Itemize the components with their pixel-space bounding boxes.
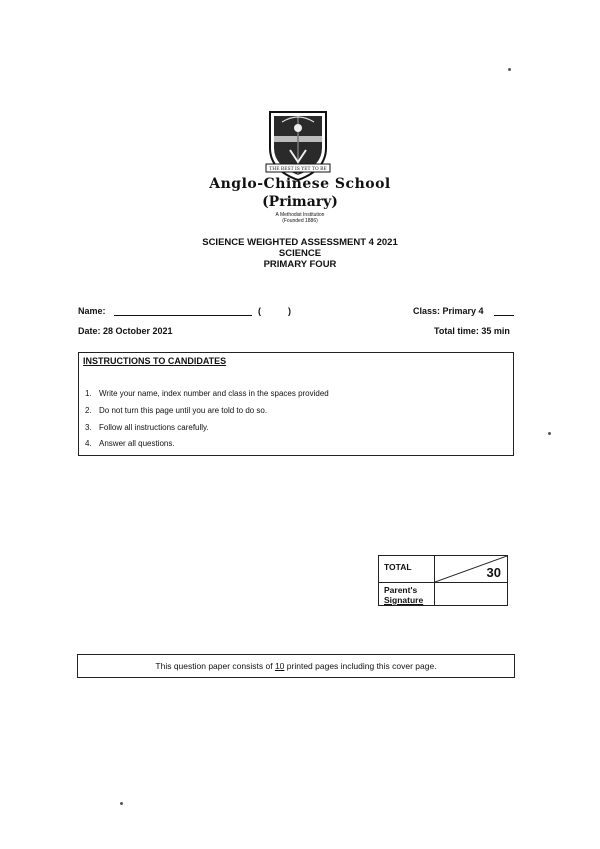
school-name: Anglo-Chinese School (209, 176, 391, 192)
parent-signature-label (379, 583, 435, 606)
assessment-title: SCIENCE WEIGHTED ASSESSMENT 4 2021 (202, 237, 398, 248)
instruction-text: Write your name, index number and class in the spaces provided (99, 389, 329, 398)
instruction-number: 4. (85, 439, 92, 448)
parent-label-line-1: Parent's (384, 585, 418, 595)
total-marks-value: 30 (486, 565, 501, 580)
institution-line-1: A Methodist Institution (275, 212, 325, 218)
institution-line-2: (Founded 1886) (282, 218, 318, 224)
total-label: TOTAL (379, 556, 435, 583)
instruction-item (85, 389, 329, 399)
parent-label-line-2: Signature (384, 595, 424, 605)
instruction-text: Do not turn this page until you are told to do so. (99, 406, 268, 415)
subject-title: SCIENCE (278, 248, 322, 259)
scan-speck (120, 802, 123, 805)
class-field[interactable] (494, 305, 514, 316)
page-count-number: 10 (274, 661, 285, 671)
instruction-text: Follow all instructions carefully. (99, 423, 209, 432)
date-label: Date: 28 October 2021 (78, 326, 173, 336)
index-open-paren: ( (258, 306, 261, 316)
instruction-number: 3. (85, 423, 92, 432)
scan-speck (508, 68, 511, 71)
parent-signature-field[interactable] (435, 583, 508, 606)
index-number-field[interactable] (263, 305, 286, 315)
page-count-text-after: printed pages including this cover page. (284, 661, 437, 671)
name-field[interactable] (114, 305, 252, 316)
school-crest-logo (262, 108, 334, 184)
name-label: Name: (78, 306, 106, 316)
instruction-text: Answer all questions. (99, 439, 175, 448)
instruction-item (85, 423, 209, 433)
page-count-text-before: This question paper consists of (155, 661, 275, 671)
instructions-box (78, 352, 514, 456)
instructions-heading: INSTRUCTIONS TO CANDIDATES (83, 356, 227, 366)
instruction-item (85, 406, 267, 416)
crest-motto: THE BEST IS YET TO BE (269, 167, 327, 172)
instruction-number: 2. (85, 406, 92, 415)
instruction-number: 1. (85, 389, 92, 398)
school-sub-name: (Primary) (262, 194, 338, 210)
total-score-cell (435, 556, 508, 583)
level-title: PRIMARY FOUR (263, 259, 337, 270)
class-label: Class: Primary 4 (413, 306, 484, 316)
marks-table (378, 555, 508, 606)
page-count-box (77, 654, 515, 678)
scan-speck (548, 432, 551, 435)
instruction-item (85, 439, 175, 449)
index-close-paren: ) (288, 306, 291, 316)
total-time-label: Total time: 35 min (434, 326, 510, 336)
